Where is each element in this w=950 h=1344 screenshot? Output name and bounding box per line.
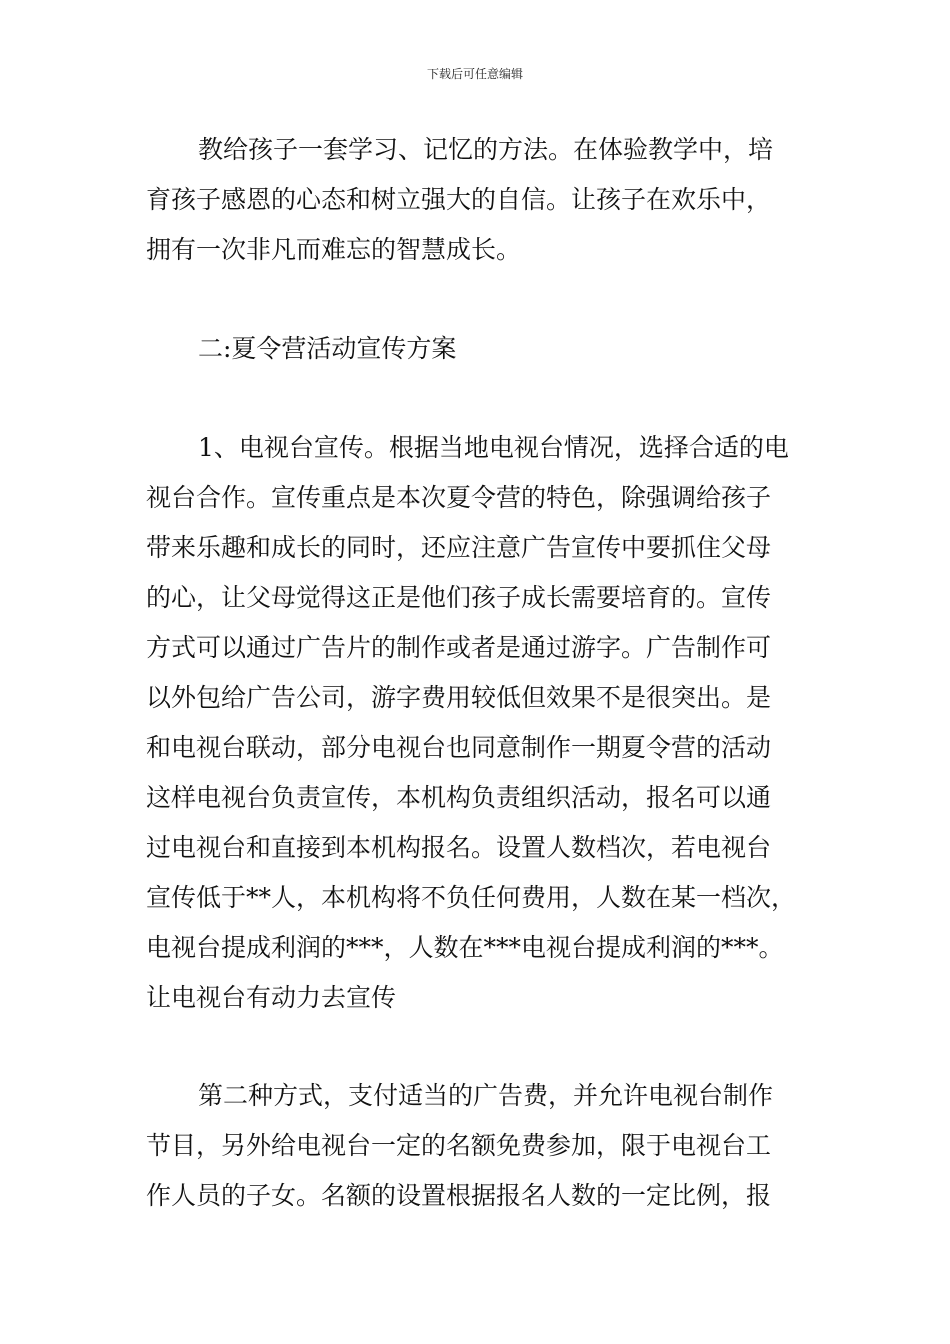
text-line: 第二种方式，支付适当的广告费，并允许电视台制作: [198, 1081, 774, 1110]
text-line: 电视台提成利润的***，人数在***电视台提成利润的***。: [146, 933, 784, 962]
text-line: 的心，让父母觉得这正是他们孩子成长需要培育的。宣传: [146, 583, 772, 612]
text-line: 育孩子感恩的心态和树立强大的自信。让孩子在欢乐中，: [146, 185, 772, 214]
text-line: 视台合作。宣传重点是本次夏令营的特色，除强调给孩子: [146, 483, 772, 512]
text-line: 让电视台有动力去宣传: [146, 983, 397, 1012]
text-line: 这样电视台负责宣传，本机构负责组织活动，报名可以通: [146, 783, 772, 812]
text-line: 宣传低于**人，本机构将不负任何费用，人数在某一档次，: [146, 883, 797, 912]
text-line: 过电视台和直接到本机构报名。设置人数档次，若电视台: [146, 833, 772, 862]
text-line: 1、电视台宣传。根据当地电视台情况，选择合适的电: [198, 433, 789, 462]
text-line: 教给孩子一套学习、记忆的方法。在体验教学中，培: [198, 135, 774, 164]
text-line: 以外包给广告公司，游字费用较低但效果不是很突出。是: [146, 683, 772, 712]
page-header: 下载后可任意编辑: [426, 67, 523, 81]
text-line: 作人员的子女。名额的设置根据报名人数的一定比例，报: [146, 1181, 772, 1210]
text-line: 方式可以通过广告片的制作或者是通过游字。广告制作可: [146, 633, 772, 662]
text-line: 带来乐趣和成长的同时，还应注意广告宣传中要抓住父母: [146, 533, 772, 562]
text-line: 和电视台联动，部分电视台也同意制作一期夏令营的活动: [146, 733, 772, 762]
section-heading: 二:夏令营活动宣传方案: [198, 334, 457, 363]
text-line: 节目，另外给电视台一定的名额免费参加，限于电视台工: [146, 1131, 772, 1160]
text-line: 拥有一次非凡而难忘的智慧成长。: [146, 235, 522, 264]
